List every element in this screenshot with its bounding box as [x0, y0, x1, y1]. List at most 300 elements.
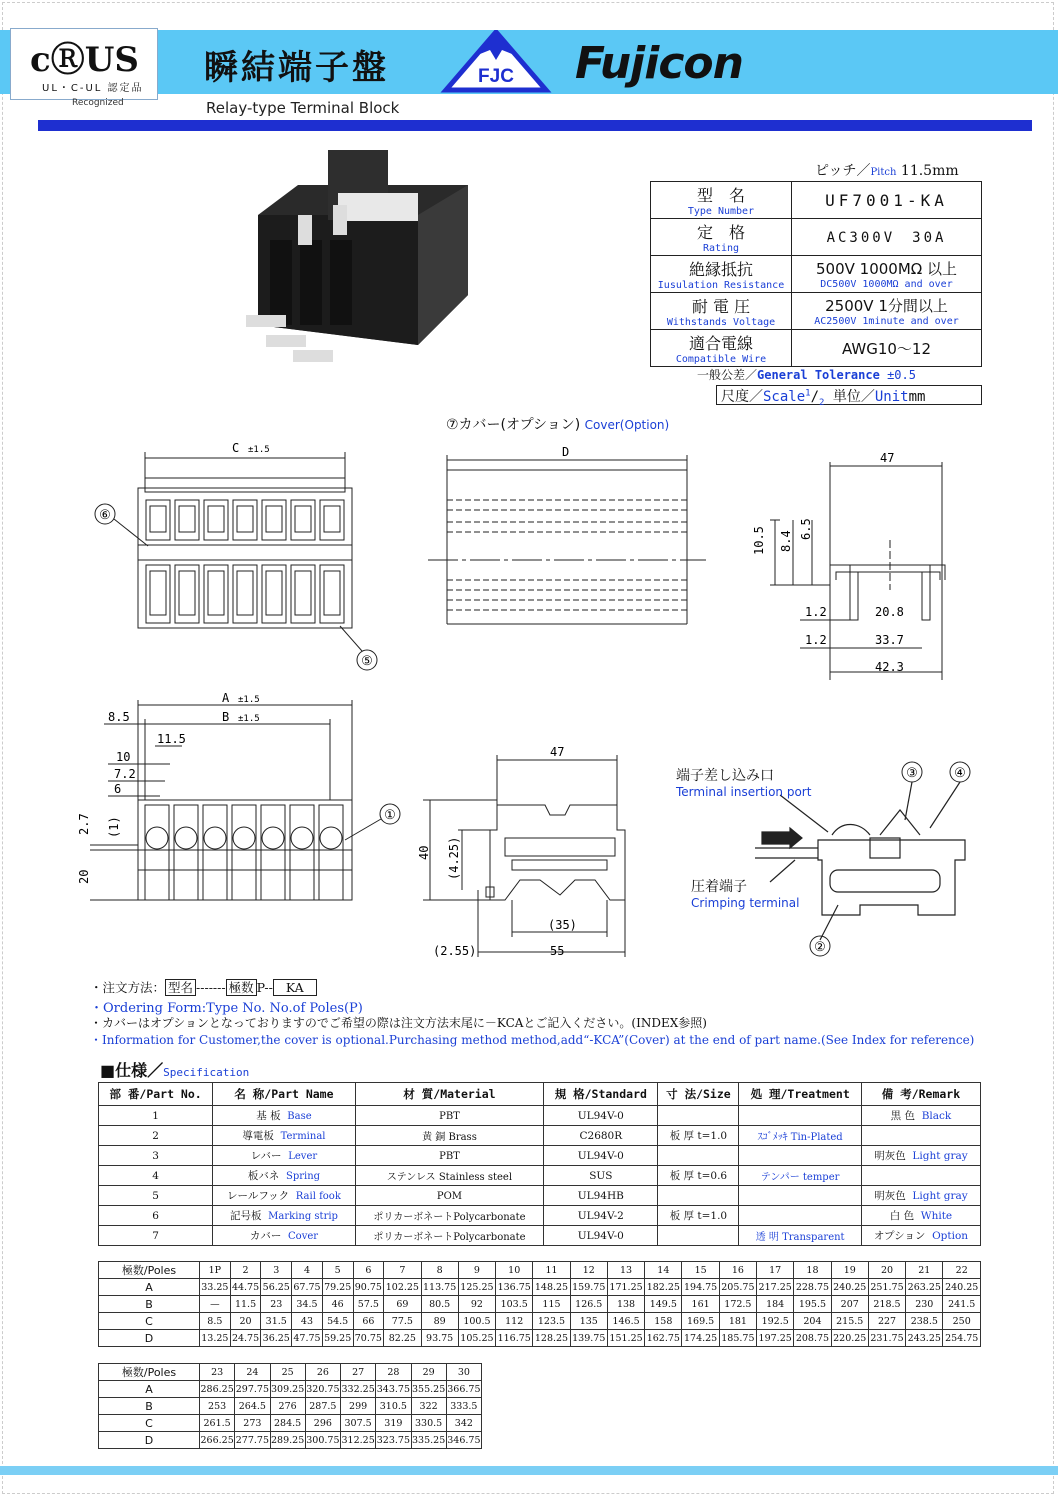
spec-cell: 7: [99, 1226, 213, 1246]
poles-cell: 230: [906, 1296, 943, 1313]
spec-cell: PBT: [355, 1146, 544, 1166]
spec-cell: 1: [99, 1106, 213, 1126]
poles-cell: 172.5: [719, 1296, 756, 1313]
cover-view: [428, 455, 706, 624]
poles-cell: 82.25: [384, 1330, 421, 1347]
poles-cell: C: [99, 1415, 200, 1432]
dim-33-7: 33.7: [875, 633, 904, 647]
scale-unit-box: 尺度$/Scale^1/_2$ 単位／Unitmm: [716, 385, 982, 405]
poles-cell: 149.5: [645, 1296, 682, 1313]
poles-cell: 138: [607, 1296, 644, 1313]
poles-cell: 54.5: [322, 1313, 353, 1330]
poles-row: [99, 1415, 482, 1432]
poles-cell: 286.25: [200, 1381, 235, 1398]
poles-header-cell: 11: [533, 1262, 570, 1279]
poles-cell: 300.75: [305, 1432, 340, 1449]
fjc-text: FJC: [478, 66, 514, 87]
dim-20: 20: [77, 869, 91, 884]
spec-cell: UL94HB: [544, 1186, 658, 1206]
poles-header-cell: 29: [411, 1364, 446, 1381]
terminal-opening: [146, 827, 168, 849]
terminal-cell-inner: [324, 506, 340, 532]
poles-header-cell: 30: [446, 1364, 481, 1381]
cover-note-en: ・Information for Customer,the cover is optional.Purchasing method method,add“-KCA”(Cover) at the end of part name.(See Index for reference): [90, 1033, 975, 1047]
terminal-opening: [320, 827, 342, 849]
ul-subtext: UL・C-UL 認定品: [42, 83, 144, 94]
order-form-jp: ・注文方法： 型名 ------- 極数 P-- KA: [90, 978, 317, 996]
poles-row: [99, 1296, 981, 1313]
terminal-cell-inner: [237, 571, 253, 615]
spec-header-cell: 部 番/Part No.: [99, 1083, 213, 1106]
poles-cell: 194.75: [682, 1279, 719, 1296]
poles-header-cell: 9: [458, 1262, 495, 1279]
poles-table-2: [98, 1363, 482, 1449]
spec-cell: 黄 銅 Brass: [355, 1126, 544, 1146]
poles-cell: 46: [322, 1296, 353, 1313]
poles-cell: 116.75: [496, 1330, 533, 1347]
spec-row: [99, 1206, 981, 1226]
poles-cell: 342: [446, 1415, 481, 1432]
poles-header-cell: 27: [341, 1364, 376, 1381]
terminal-slot: [203, 805, 227, 900]
poles-cell: 11.5: [230, 1296, 261, 1313]
recognized-label: Recognized: [72, 98, 124, 108]
spec-cell: PBT: [355, 1106, 544, 1126]
terminal-opening: [175, 827, 197, 849]
terminal-slot: [145, 805, 169, 900]
spec-header-cell: 処 理/Treatment: [739, 1083, 862, 1106]
poles-cell: 158: [645, 1313, 682, 1330]
spec-cell: 板バネ Spring: [213, 1166, 356, 1186]
tolerance-note: 一般公差／General Tolerance ±0.5: [697, 368, 916, 382]
poles-cell: 207: [831, 1296, 868, 1313]
poles-cell: 309.25: [270, 1381, 305, 1398]
spec-cell: C2680R: [544, 1126, 658, 1146]
poles-cell: 8.5: [200, 1313, 231, 1330]
spec-row: [99, 1166, 981, 1186]
spec-cell: レールフック Rail fook: [213, 1186, 356, 1206]
dim-55: 55: [550, 944, 565, 958]
callout-3: ③: [906, 766, 918, 781]
poles-header-cell: 17: [757, 1262, 794, 1279]
poles-cell: 240.25: [831, 1279, 868, 1296]
poles-header-cell: 22: [943, 1262, 981, 1279]
poles-cell: 323.75: [376, 1432, 411, 1449]
spec-cell: カバー Cover: [213, 1226, 356, 1246]
poles-cell: 162.75: [645, 1330, 682, 1347]
terminal-slot: [261, 805, 285, 900]
poles-header-cell: 8: [421, 1262, 458, 1279]
poles-cell: 192.5: [757, 1313, 794, 1330]
poles-table-1: [98, 1261, 981, 1347]
page-title-en: Relay-type Terminal Block: [206, 99, 400, 117]
poles-cell: 159.75: [570, 1279, 607, 1296]
terminal-cell-inner: [208, 571, 224, 615]
poles-row: [99, 1313, 981, 1330]
poles-cell: 264.5: [235, 1398, 270, 1415]
dim-10-5: 10.5: [752, 526, 766, 555]
poles-cell: 322: [411, 1398, 446, 1415]
poles-cell: 181: [719, 1313, 756, 1330]
dim-7-2: 7.2: [114, 767, 136, 781]
spec-cell: レバー Lever: [213, 1146, 356, 1166]
poles-header-cell: 20: [868, 1262, 905, 1279]
poles-cell: 31.5: [261, 1313, 292, 1330]
spec-cell: [861, 1166, 980, 1186]
poles-cell: 333.5: [446, 1398, 481, 1415]
page-title-jp: 瞬結端子盤: [204, 48, 389, 88]
spec-cell: SUS: [544, 1166, 658, 1186]
dim-a-tol: ±1.5: [238, 695, 260, 705]
poles-row: [99, 1381, 482, 1398]
poles-cell: 240.25: [943, 1279, 981, 1296]
callout-1: ①: [384, 808, 396, 823]
poles-header-cell: 18: [794, 1262, 831, 1279]
poles-header-cell: 2: [230, 1262, 261, 1279]
spec-cell: [658, 1226, 739, 1246]
brand-logo: Fujicon: [575, 38, 743, 89]
poles-cell: B: [99, 1296, 200, 1313]
spec-cell: [739, 1106, 862, 1126]
poles-header-cell: 5: [322, 1262, 353, 1279]
poles-cell: 20: [230, 1313, 261, 1330]
dim-b: B: [222, 710, 230, 724]
poles-cell: 33.25: [200, 1279, 231, 1296]
dim-a: A: [222, 691, 230, 705]
poles-cell: 250: [943, 1313, 981, 1330]
terminal-cell-inner: [266, 571, 282, 615]
poles-cell: 66: [353, 1313, 384, 1330]
poles-cell: 307.5: [341, 1415, 376, 1432]
dim-10: 10: [116, 750, 131, 764]
poles-cell: 217.25: [757, 1279, 794, 1296]
poles-cell: 24.75: [230, 1330, 261, 1347]
poles-cell: 276: [270, 1398, 305, 1415]
poles-cell: 90.75: [353, 1279, 384, 1296]
dim-35: (35): [548, 918, 577, 932]
poles-cell: 23: [261, 1296, 292, 1313]
spec-cell: [658, 1186, 739, 1206]
spec-row: [99, 1106, 981, 1126]
top-view: [138, 452, 352, 628]
spec-cell: 6: [99, 1206, 213, 1226]
spec-cell: UL94V-0: [544, 1146, 658, 1166]
spec-cell: 白 色 White: [861, 1206, 980, 1226]
spec-row: [99, 1126, 981, 1146]
terminal-cell-inner: [150, 571, 166, 615]
poles-cell: 184: [757, 1296, 794, 1313]
poles-cell: 169.5: [682, 1313, 719, 1330]
poles-cell: 195.5: [794, 1296, 831, 1313]
poles-cell: 128.25: [533, 1330, 570, 1347]
poles-cell: 112: [496, 1313, 533, 1330]
dim-11-5: 11.5: [157, 732, 186, 746]
spec-cell: 板 厚 t=0.6: [658, 1166, 739, 1186]
poles-header-cell: 23: [200, 1364, 235, 1381]
poles-cell: 332.25: [341, 1381, 376, 1398]
poles-header-cell: 12: [570, 1262, 607, 1279]
poles-cell: 135: [570, 1313, 607, 1330]
spec-title: ■仕様／Specification: [100, 1061, 250, 1080]
poles-cell: 89: [421, 1313, 458, 1330]
dim-c-tol: ±1.5: [248, 445, 270, 455]
terminal-cell-inner: [237, 506, 253, 532]
poles-cell: 102.25: [384, 1279, 421, 1296]
poles-cell: 139.75: [570, 1330, 607, 1347]
poles-cell: D: [99, 1330, 200, 1347]
front-view: [90, 700, 352, 900]
poles-cell: 113.75: [421, 1279, 458, 1296]
dim-42-3: 42.3: [875, 660, 904, 674]
spec-row: [99, 1226, 981, 1246]
poles-header-cell: 15: [682, 1262, 719, 1279]
cover-label: ⑦カバー(オプション) Cover(Option): [446, 417, 670, 433]
poles-cell: 36.25: [261, 1330, 292, 1347]
poles-header-cell: 26: [305, 1364, 340, 1381]
poles-cell: 312.25: [341, 1432, 376, 1449]
poles-header-row: [99, 1262, 981, 1279]
insertion-port-label: 端子差し込み口 Terminal insertion port: [676, 768, 812, 799]
poles-cell: 79.25: [322, 1279, 353, 1296]
poles-cell: 335.25: [411, 1432, 446, 1449]
callout-4: ④: [954, 766, 966, 781]
poles-cell: 205.75: [719, 1279, 756, 1296]
poles-cell: 197.25: [757, 1330, 794, 1347]
spec-cell: UL94V-2: [544, 1206, 658, 1226]
spec-cell: 基 板 Base: [213, 1106, 356, 1126]
terminal-cell-inner: [179, 571, 195, 615]
poles-cell: 115: [533, 1296, 570, 1313]
poles-cell: B: [99, 1398, 200, 1415]
spec-cell: 2: [99, 1126, 213, 1146]
poles-cell: 241.5: [943, 1296, 981, 1313]
poles-cell: 320.75: [305, 1381, 340, 1398]
spec-header-cell: 材 質/Material: [355, 1083, 544, 1106]
spec-cell: 導電板 Terminal: [213, 1126, 356, 1146]
poles-cell: 231.75: [868, 1330, 905, 1347]
dim-2-7: 2.7: [77, 813, 91, 835]
poles-cell: 208.75: [794, 1330, 831, 1347]
spec-cell: テンパー temper: [739, 1166, 862, 1186]
poles-header-cell: 極数/Poles: [99, 1262, 200, 1279]
terminal-cell-inner: [150, 506, 166, 532]
spec-part-table: [98, 1082, 981, 1246]
spec-cell: [739, 1186, 862, 1206]
spec-cell: 明灰色 Light gray: [861, 1186, 980, 1206]
poles-cell: 346.75: [446, 1432, 481, 1449]
order-form-en: ・Ordering Form:Type No. No.of Poles(P): [90, 1001, 363, 1016]
cover-profile: [770, 462, 945, 680]
dim-1-2-a: 1.2: [805, 605, 827, 619]
poles-cell: 266.25: [200, 1432, 235, 1449]
poles-header-cell: 28: [376, 1364, 411, 1381]
poles-cell: 263.25: [906, 1279, 943, 1296]
spec-cell: 3: [99, 1146, 213, 1166]
spec-row: [99, 1146, 981, 1166]
poles-cell: 296: [305, 1415, 340, 1432]
spec-cell: 4: [99, 1166, 213, 1186]
terminal-slot: [319, 805, 343, 900]
pitch-label: ピッチ／Pitch 11.5mm: [815, 163, 959, 179]
poles-cell: 277.75: [235, 1432, 270, 1449]
terminal-cell-inner: [266, 506, 282, 532]
terminal-opening: [262, 827, 284, 849]
poles-cell: 289.25: [270, 1432, 305, 1449]
spec-header-cell: 備 考/Remark: [861, 1083, 980, 1106]
poles-cell: 105.25: [458, 1330, 495, 1347]
terminal-opening: [233, 827, 255, 849]
poles-cell: 70.75: [353, 1330, 384, 1347]
poles-cell: 59.25: [322, 1330, 353, 1347]
poles-cell: 100.5: [458, 1313, 495, 1330]
poles-header-cell: 極数/Poles: [99, 1364, 200, 1381]
spec-cell: 記号板 Marking strip: [213, 1206, 356, 1226]
poles-cell: 228.75: [794, 1279, 831, 1296]
poles-cell: 238.5: [906, 1313, 943, 1330]
spec-cell: 5: [99, 1186, 213, 1206]
dim-6: 6: [114, 782, 122, 796]
dim-c: C: [232, 441, 240, 455]
poles-cell: 47.75: [292, 1330, 323, 1347]
poles-header-cell: 6: [353, 1262, 384, 1279]
spec-cell: [861, 1126, 980, 1146]
dim-1: (1): [107, 816, 121, 838]
poles-cell: 125.25: [458, 1279, 495, 1296]
poles-cell: 366.75: [446, 1381, 481, 1398]
terminal-slot: [174, 805, 198, 900]
poles-cell: 43: [292, 1313, 323, 1330]
dim-4-25: (4.25): [447, 836, 461, 880]
poles-header-cell: 7: [384, 1262, 421, 1279]
poles-cell: 146.5: [607, 1313, 644, 1330]
poles-cell: 44.75: [230, 1279, 261, 1296]
poles-cell: 287.5: [305, 1398, 340, 1415]
spec-cell: POM: [355, 1186, 544, 1206]
terminal-slot: [290, 805, 314, 900]
dim-6-5: 6.5: [799, 518, 813, 540]
poles-header-cell: 25: [270, 1364, 305, 1381]
poles-cell: 215.5: [831, 1313, 868, 1330]
spec-row: [99, 1186, 981, 1206]
poles-header-cell: 16: [719, 1262, 756, 1279]
terminal-cell-inner: [179, 506, 195, 532]
spec-cell: [739, 1206, 862, 1226]
poles-cell: A: [99, 1279, 200, 1296]
ul-mark: cⓇUS: [30, 40, 139, 80]
poles-cell: 126.5: [570, 1296, 607, 1313]
crimping-terminal-label: 圧着端子 Crimping terminal: [691, 879, 800, 910]
poles-cell: 185.75: [719, 1330, 756, 1347]
poles-cell: 310.5: [376, 1398, 411, 1415]
poles-cell: 218.5: [868, 1296, 905, 1313]
poles-cell: 299: [341, 1398, 376, 1415]
dim-20-8: 20.8: [875, 605, 904, 619]
poles-cell: D: [99, 1432, 200, 1449]
spec-cell: ポリカーボネートPolycarbonate: [355, 1206, 544, 1226]
poles-cell: 103.5: [496, 1296, 533, 1313]
spec-cell: [658, 1106, 739, 1126]
poles-cell: 330.5: [411, 1415, 446, 1432]
poles-cell: 34.5: [292, 1296, 323, 1313]
spec-cell: ｽｺﾞﾒｯｷ Tin-Plated: [739, 1126, 862, 1146]
spec-cell: ポリカーボネートPolycarbonate: [355, 1226, 544, 1246]
poles-cell: 93.75: [421, 1330, 458, 1347]
poles-cell: 161: [682, 1296, 719, 1313]
poles-header-cell: 13: [607, 1262, 644, 1279]
poles-row: [99, 1398, 482, 1415]
spec-cell: [658, 1146, 739, 1166]
poles-cell: 148.25: [533, 1279, 570, 1296]
dim-8-4: 8.4: [779, 530, 793, 552]
poles-cell: 13.25: [200, 1330, 231, 1347]
cross-section: [755, 782, 965, 940]
spec-cell: 透 明 Transparent: [739, 1226, 862, 1246]
poles-header-cell: 4: [292, 1262, 323, 1279]
callout-6: ⑥: [99, 508, 111, 523]
poles-cell: 243.25: [906, 1330, 943, 1347]
poles-row: [99, 1330, 981, 1347]
poles-cell: 254.75: [943, 1330, 981, 1347]
poles-cell: 69: [384, 1296, 421, 1313]
spec-cell: 板 厚 t=1.0: [658, 1206, 739, 1226]
dim-b-tol: ±1.5: [238, 714, 260, 724]
poles-header-cell: 1P: [200, 1262, 231, 1279]
terminal-opening: [291, 827, 313, 849]
poles-cell: 284.5: [270, 1415, 305, 1432]
spec-cell: オプション Option: [861, 1226, 980, 1246]
poles-cell: 251.75: [868, 1279, 905, 1296]
poles-cell: 273: [235, 1415, 270, 1432]
poles-row: [99, 1432, 482, 1449]
terminal-cell-inner: [324, 571, 340, 615]
poles-cell: —: [200, 1296, 231, 1313]
poles-cell: 204: [794, 1313, 831, 1330]
poles-cell: 182.25: [645, 1279, 682, 1296]
spec-cell: 明灰色 Light gray: [861, 1146, 980, 1166]
terminal-slot: [232, 805, 256, 900]
poles-cell: 253: [200, 1398, 235, 1415]
poles-header-cell: 19: [831, 1262, 868, 1279]
poles-cell: 261.5: [200, 1415, 235, 1432]
poles-cell: 297.75: [235, 1381, 270, 1398]
poles-cell: 77.5: [384, 1313, 421, 1330]
dim-1-2-b: 1.2: [805, 633, 827, 647]
spec-cell: ステンレス Stainless steel: [355, 1166, 544, 1186]
poles-cell: 227: [868, 1313, 905, 1330]
poles-header-cell: 24: [235, 1364, 270, 1381]
poles-header-cell: 21: [906, 1262, 943, 1279]
terminal-opening: [204, 827, 226, 849]
poles-cell: 343.75: [376, 1381, 411, 1398]
callout-2: ②: [814, 940, 826, 955]
spec-header-cell: 名 称/Part Name: [213, 1083, 356, 1106]
poles-row: [99, 1279, 981, 1296]
poles-header-row: [99, 1364, 482, 1381]
poles-cell: 67.75: [292, 1279, 323, 1296]
poles-cell: 56.25: [261, 1279, 292, 1296]
poles-header-cell: 10: [496, 1262, 533, 1279]
spec-cell: UL94V-0: [544, 1226, 658, 1246]
spec-cell: UL94V-0: [544, 1106, 658, 1126]
terminal-cell-inner: [208, 506, 224, 532]
poles-header-cell: 14: [645, 1262, 682, 1279]
dim-47-side: 47: [550, 745, 565, 759]
spec-cell: 黒 色 Black: [861, 1106, 980, 1126]
poles-cell: 136.75: [496, 1279, 533, 1296]
poles-cell: 92: [458, 1296, 495, 1313]
spec-cell: [739, 1146, 862, 1166]
footer-band: [0, 1466, 1058, 1475]
